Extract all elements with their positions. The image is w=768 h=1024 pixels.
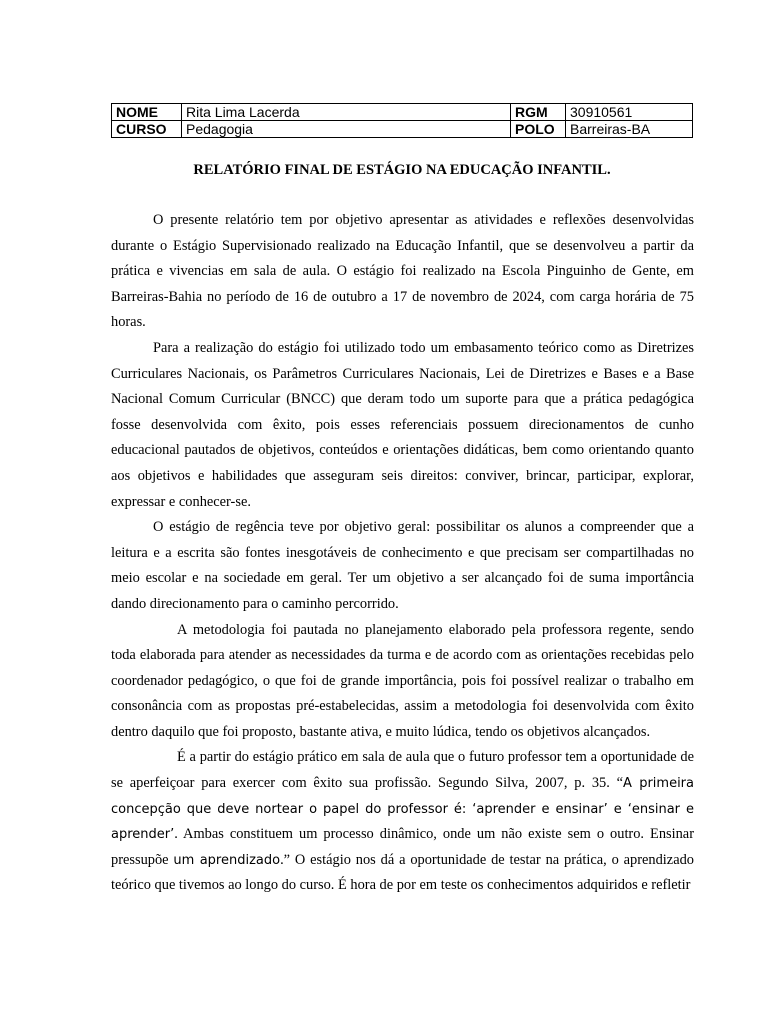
curso-label: CURSO [112,121,182,138]
curso-value: Pedagogia [182,121,511,138]
paragraph-methodology: A metodologia foi pautada no planejamento elaborado pela professora regente, sendo toda elaborada para atender as necessidades da turma e de acordo com as orientações recebidas pelo coordenador pedagógico, o que foi de grande importância, pois foi possível realizar o trabalho em consonância com as propostas pré-estabelecidas, assim a metodologia foi desenvolvida com êxito dentro daquilo que foi proposto, bastante ativa, e muito lúdica, tendo os objetivos alcançados. [111,621,694,740]
citation-quote-1: A primeira concepção que deve nortear o papel do professor é: ‘aprender e ensinar’ e ‘ensinar e aprender’ [111,776,694,843]
citation-quote-2: um aprendizado [173,852,281,868]
rgm-value: 30910561 [566,104,693,121]
paragraph-theoretical-basis: Para a realização do estágio foi utilizado todo um embasamento teórico como as Diretrizes Curriculares Nacionais, os Parâmetros Curriculares Nacionais, Lei de Diretrizes e Bases e a Base Nacional Comum Curricular (BNCC) que deram todo um suporte para que a prática pedagógica fosse desenvolvida com êxito, pois esses referenciais possuem direcionamentos de cunho educacional pautados de objetivos, conteúdos e orientações didáticas, bem como orientando quanto aos objetivos e habilidades que asseguram seis direitos: conviver, brincar, participar, explorar, expressar e conhecer-se. [111,339,694,510]
info-row-2 [112,121,693,138]
paragraph-practice [111,745,694,899]
nome-value: Rita Lima Lacerda [182,104,511,121]
paragraph-introduction: O presente relatório tem por objetivo apresentar as atividades e reflexões desenvolvidas durante o Estágio Supervisionado realizado na Educação Infantil, que se desenvolveu a partir da prática e vivencias em sala de aula. O estágio foi realizado na Escola Pinguinho de Gente, em Barreiras-Bahia no período de 16 de outubro a 17 de novembro de 2024, com carga horária de 75 horas. [111,212,694,331]
report-title: RELATÓRIO FINAL DE ESTÁGIO NA EDUCAÇÃO INFANTIL. [193,162,611,178]
paragraph-objective: O estágio de regência teve por objetivo geral: possibilitar os alunos a compreender que a leitura e a escrita são fontes inesgotáveis de conhecimento e que precisam ser compartilhadas no meio escolar e na sociedade em geral. Ter um objetivo a ser alcançado foi de suma importância dando direcionamento para o caminho percorrido. [111,519,694,612]
student-info-table [111,103,693,138]
info-row-1 [112,104,693,121]
paragraph-practice-text-b: . Ambas constituem um processo dinâmico, onde um não existe sem o outro. Ensinar pressupõe [111,826,694,868]
polo-label: POLO [511,121,566,138]
rgm-label: RGM [511,104,566,121]
report-body [111,208,694,899]
polo-value: Barreiras-BA [566,121,693,138]
nome-label: NOME [112,104,182,121]
paragraph-practice-text-a: É a partir do estágio prático em sala de aula que o futuro professor tem a oportunidade de se aperfeiçoar para exercer com êxito sua profissão. Segundo Silva, 2007, p. 35. “ [111,749,694,792]
paragraph-practice-text-c: .” O estágio nos dá a oportunidade de testar na prática, o aprendizado teórico que tivemos ao longo do curso. É hora de por em teste os conhecimentos adquiridos e refletir [111,851,694,894]
